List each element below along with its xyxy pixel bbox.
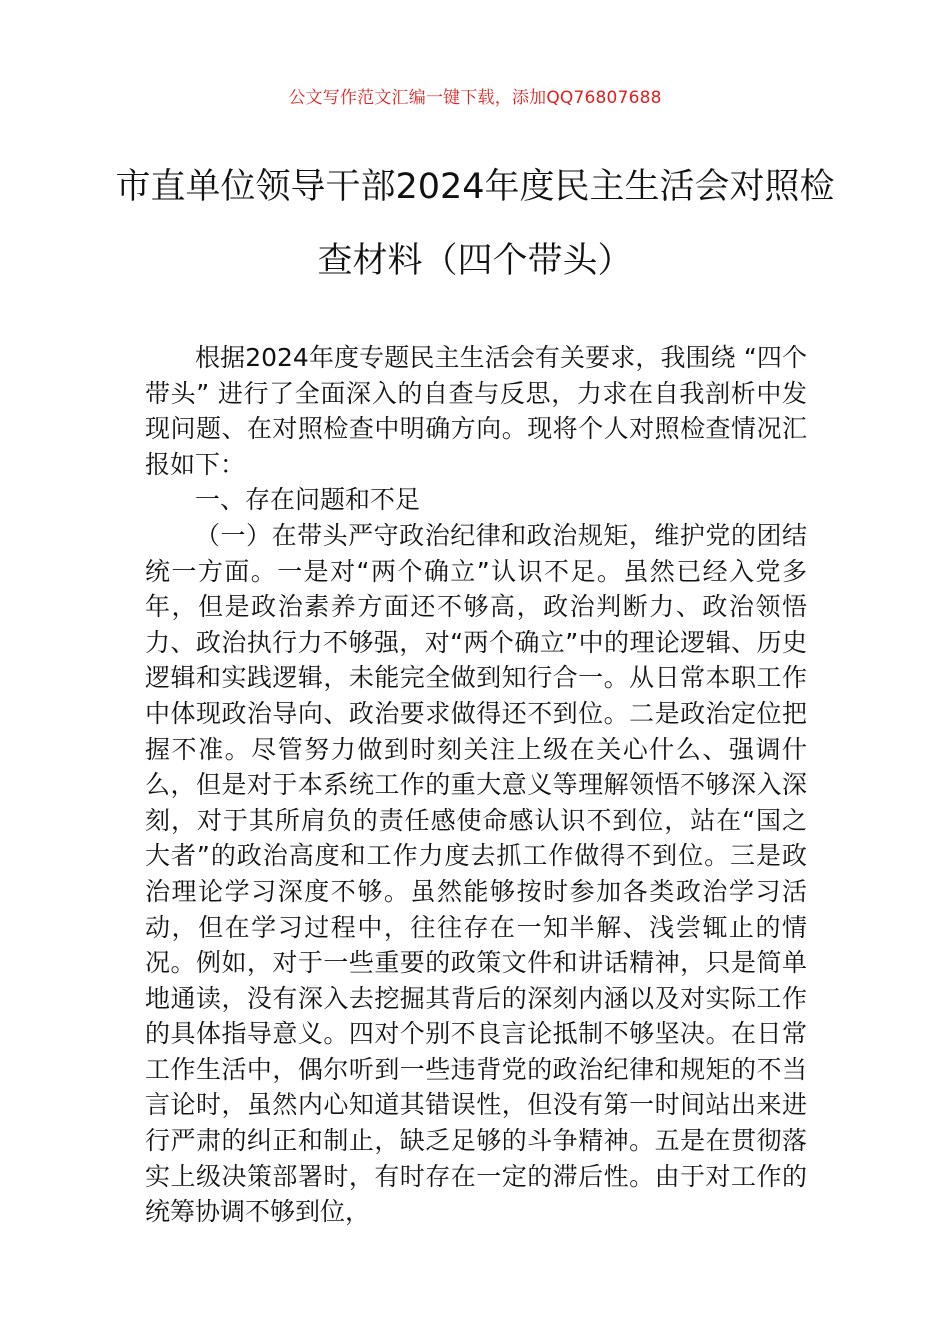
- body-paragraph: （一）在带头严守政治纪律和政治规矩，维护党的团结统一方面。一是对“两个确立”认识不足。虽然已经入党多年，但是政治素养方面还不够高，政治判断力、政治领悟力、政治执行力不够强，对“两个确立”中的理论逻辑、历史逻辑和实践逻辑，未能完全做到知行合一。从日常本职工作中体现政治导向、政治要求做得还不到位。二是政治定位把握不准。尽管努力做到时刻关注上级在关心什么、强调什么，但是对于本系统工作的重大意义等理解领悟不够深入深刻，对于其所肩负的责任感使命感认识不到位，站在“国之大者”的政治高度和工作力度去抓工作做得不到位。三是政治理论学习深度不够。虽然能够按时参加各类政治学习活动，但在学习过程中，往往存在一知半解、浅尝辄止的情况。例如，对于一些重要的政策文件和讲话精神，只是简单地通读，没有深入去挖掘其背后的深刻内涵以及对实际工作的具体指导意义。四对个别不良言论抵制不够坚决。在日常工作生活中，偶尔听到一些违背党的政治纪律和规矩的不当言论时，虽然内心知道其错误性，但没有第一时间站出来进行严肃的纠正和制止，缺乏足够的斗争精神。五是在贯彻落实上级决策部署时，有时存在一定的滞后性。由于对工作的统筹协调不够到位，: [145, 520, 807, 1227]
- section-heading: 一、存在问题和不足: [195, 485, 421, 515]
- document-title: 市直单位领导干部2024年度民主生活会对照检查材料（四个带头）: [115, 167, 835, 281]
- intro-paragraph: 根据2024年度专题民主生活会有关要求，我围绕 “四个带头” 进行了全面深入的自查与反思，力求在自我剖析中发现问题、在对照检查中明确方向。现将个人对照检查情况汇报如下：: [145, 343, 807, 479]
- document-body: [145, 340, 807, 1230]
- download-promo-note: 公文写作范文汇编一键下载，添加QQ76807688: [288, 88, 662, 108]
